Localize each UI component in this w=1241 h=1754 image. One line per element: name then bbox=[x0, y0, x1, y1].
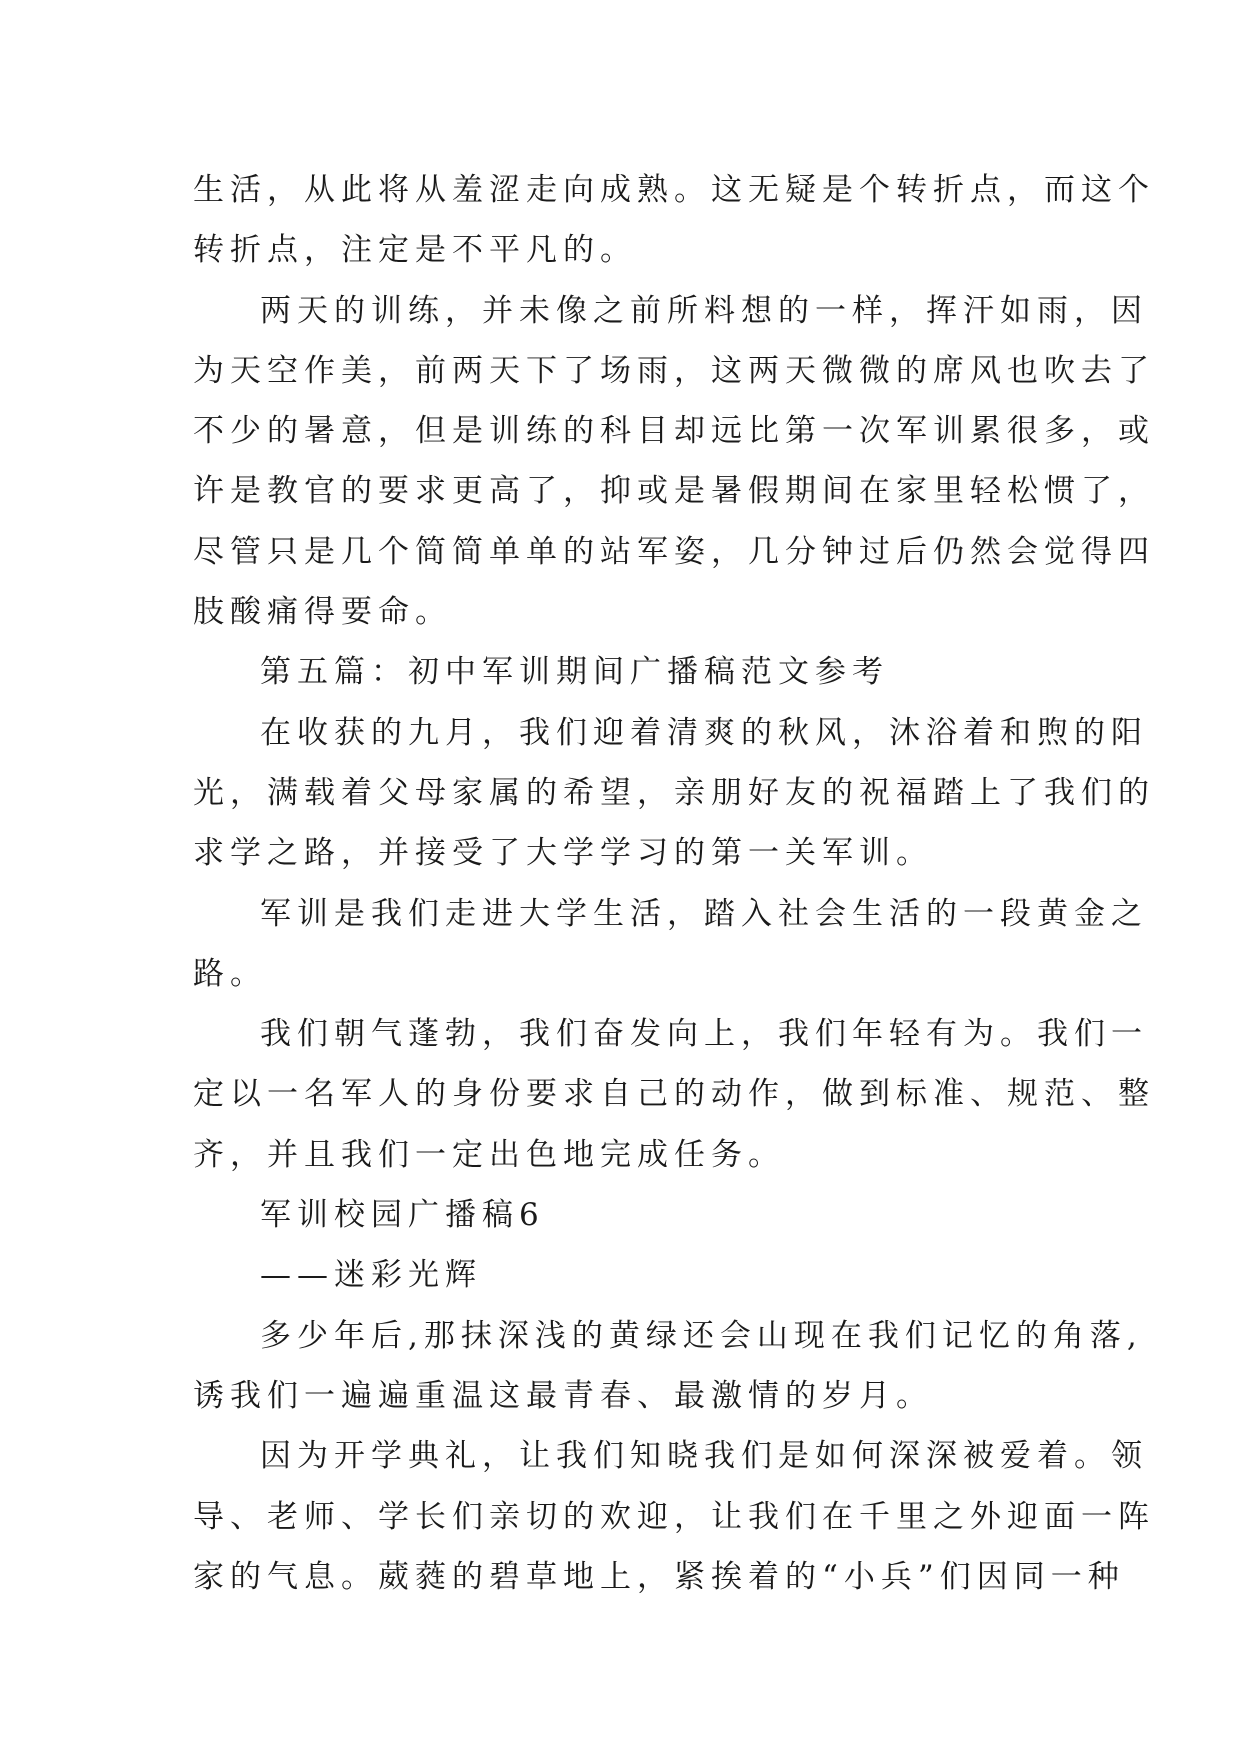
text-line: 军训是我们走进大学生活，踏入社会生活的一段黄金之 bbox=[260, 895, 1148, 932]
section-title bbox=[193, 1185, 1063, 1245]
paragraph-3 bbox=[193, 703, 1155, 884]
text-line: 肢酸痛得要命。 bbox=[193, 594, 452, 631]
paragraph-7 bbox=[193, 1426, 1155, 1607]
paragraph-2 bbox=[193, 281, 1155, 643]
heading-text: 第五篇：初中军训期间广播稿范文参考 bbox=[260, 654, 889, 691]
text-line: 尽管只是几个简简单单的站军姿，几分钟过后仍然会觉得四 bbox=[193, 533, 1155, 570]
text-line: 定以一名军人的身份要求自己的动作，做到标准、规范、整 bbox=[193, 1076, 1155, 1113]
text-line: 许是教官的要求更高了，抑或是暑假期间在家里轻松惯了， bbox=[193, 473, 1155, 510]
title-text: 军训校园广播稿6 bbox=[260, 1197, 545, 1234]
section-subtitle bbox=[193, 1245, 1063, 1305]
text-line: 家的气息。葳蕤的碧草地上，紧挨着的“小兵”们因同一种 bbox=[193, 1558, 1125, 1595]
text-line: 我们朝气蓬勃，我们奋发向上，我们年轻有为。我们一 bbox=[260, 1016, 1148, 1053]
document-body bbox=[193, 160, 1155, 1607]
text-line: 求学之路，并接受了大学学习的第一关军训。 bbox=[193, 835, 933, 872]
text-line: 在收获的九月，我们迎着清爽的秋风，沐浴着和煦的阳 bbox=[260, 714, 1148, 751]
text-line: 多少年后,那抹深浅的黄绿还会山现在我们记忆的角落, bbox=[260, 1317, 1143, 1354]
paragraph-6 bbox=[193, 1306, 1143, 1427]
section-heading bbox=[193, 642, 1063, 702]
text-line: 为天空作美，前两天下了场雨，这两天微微的席风也吹去了 bbox=[193, 352, 1155, 389]
text-line: 两天的训练，并未像之前所料想的一样，挥汗如雨，因 bbox=[260, 292, 1148, 329]
text-line: 生活，从此将从羞涩走向成熟。这无疑是个转折点，而这个 bbox=[193, 172, 1155, 208]
text-line: 光，满载着父母家属的希望，亲朋好友的祝福踏上了我们的 bbox=[193, 774, 1155, 811]
text-line: 因为开学典礼，让我们知晓我们是如何深深被爱着。领 bbox=[260, 1438, 1148, 1475]
text-line: 齐，并且我们一定出色地完成任务。 bbox=[193, 1136, 785, 1173]
text-line: 诱我们一遍遍重温这最青春、最激情的岁月。 bbox=[193, 1377, 933, 1414]
paragraph-4 bbox=[193, 884, 1148, 1005]
text-line: 不少的暑意，但是训练的科目却远比第一次军训累很多，或 bbox=[193, 413, 1155, 450]
text-line: 转折点，注定是不平凡的。 bbox=[193, 232, 637, 269]
text-line: 路。 bbox=[193, 955, 267, 992]
paragraph-1 bbox=[193, 160, 1155, 281]
text-line: 导、老师、学长们亲切的欢迎，让我们在千里之外迎面一阵 bbox=[193, 1498, 1155, 1535]
subtitle-text: ——迷彩光辉 bbox=[260, 1257, 482, 1294]
paragraph-5 bbox=[193, 1004, 1155, 1185]
